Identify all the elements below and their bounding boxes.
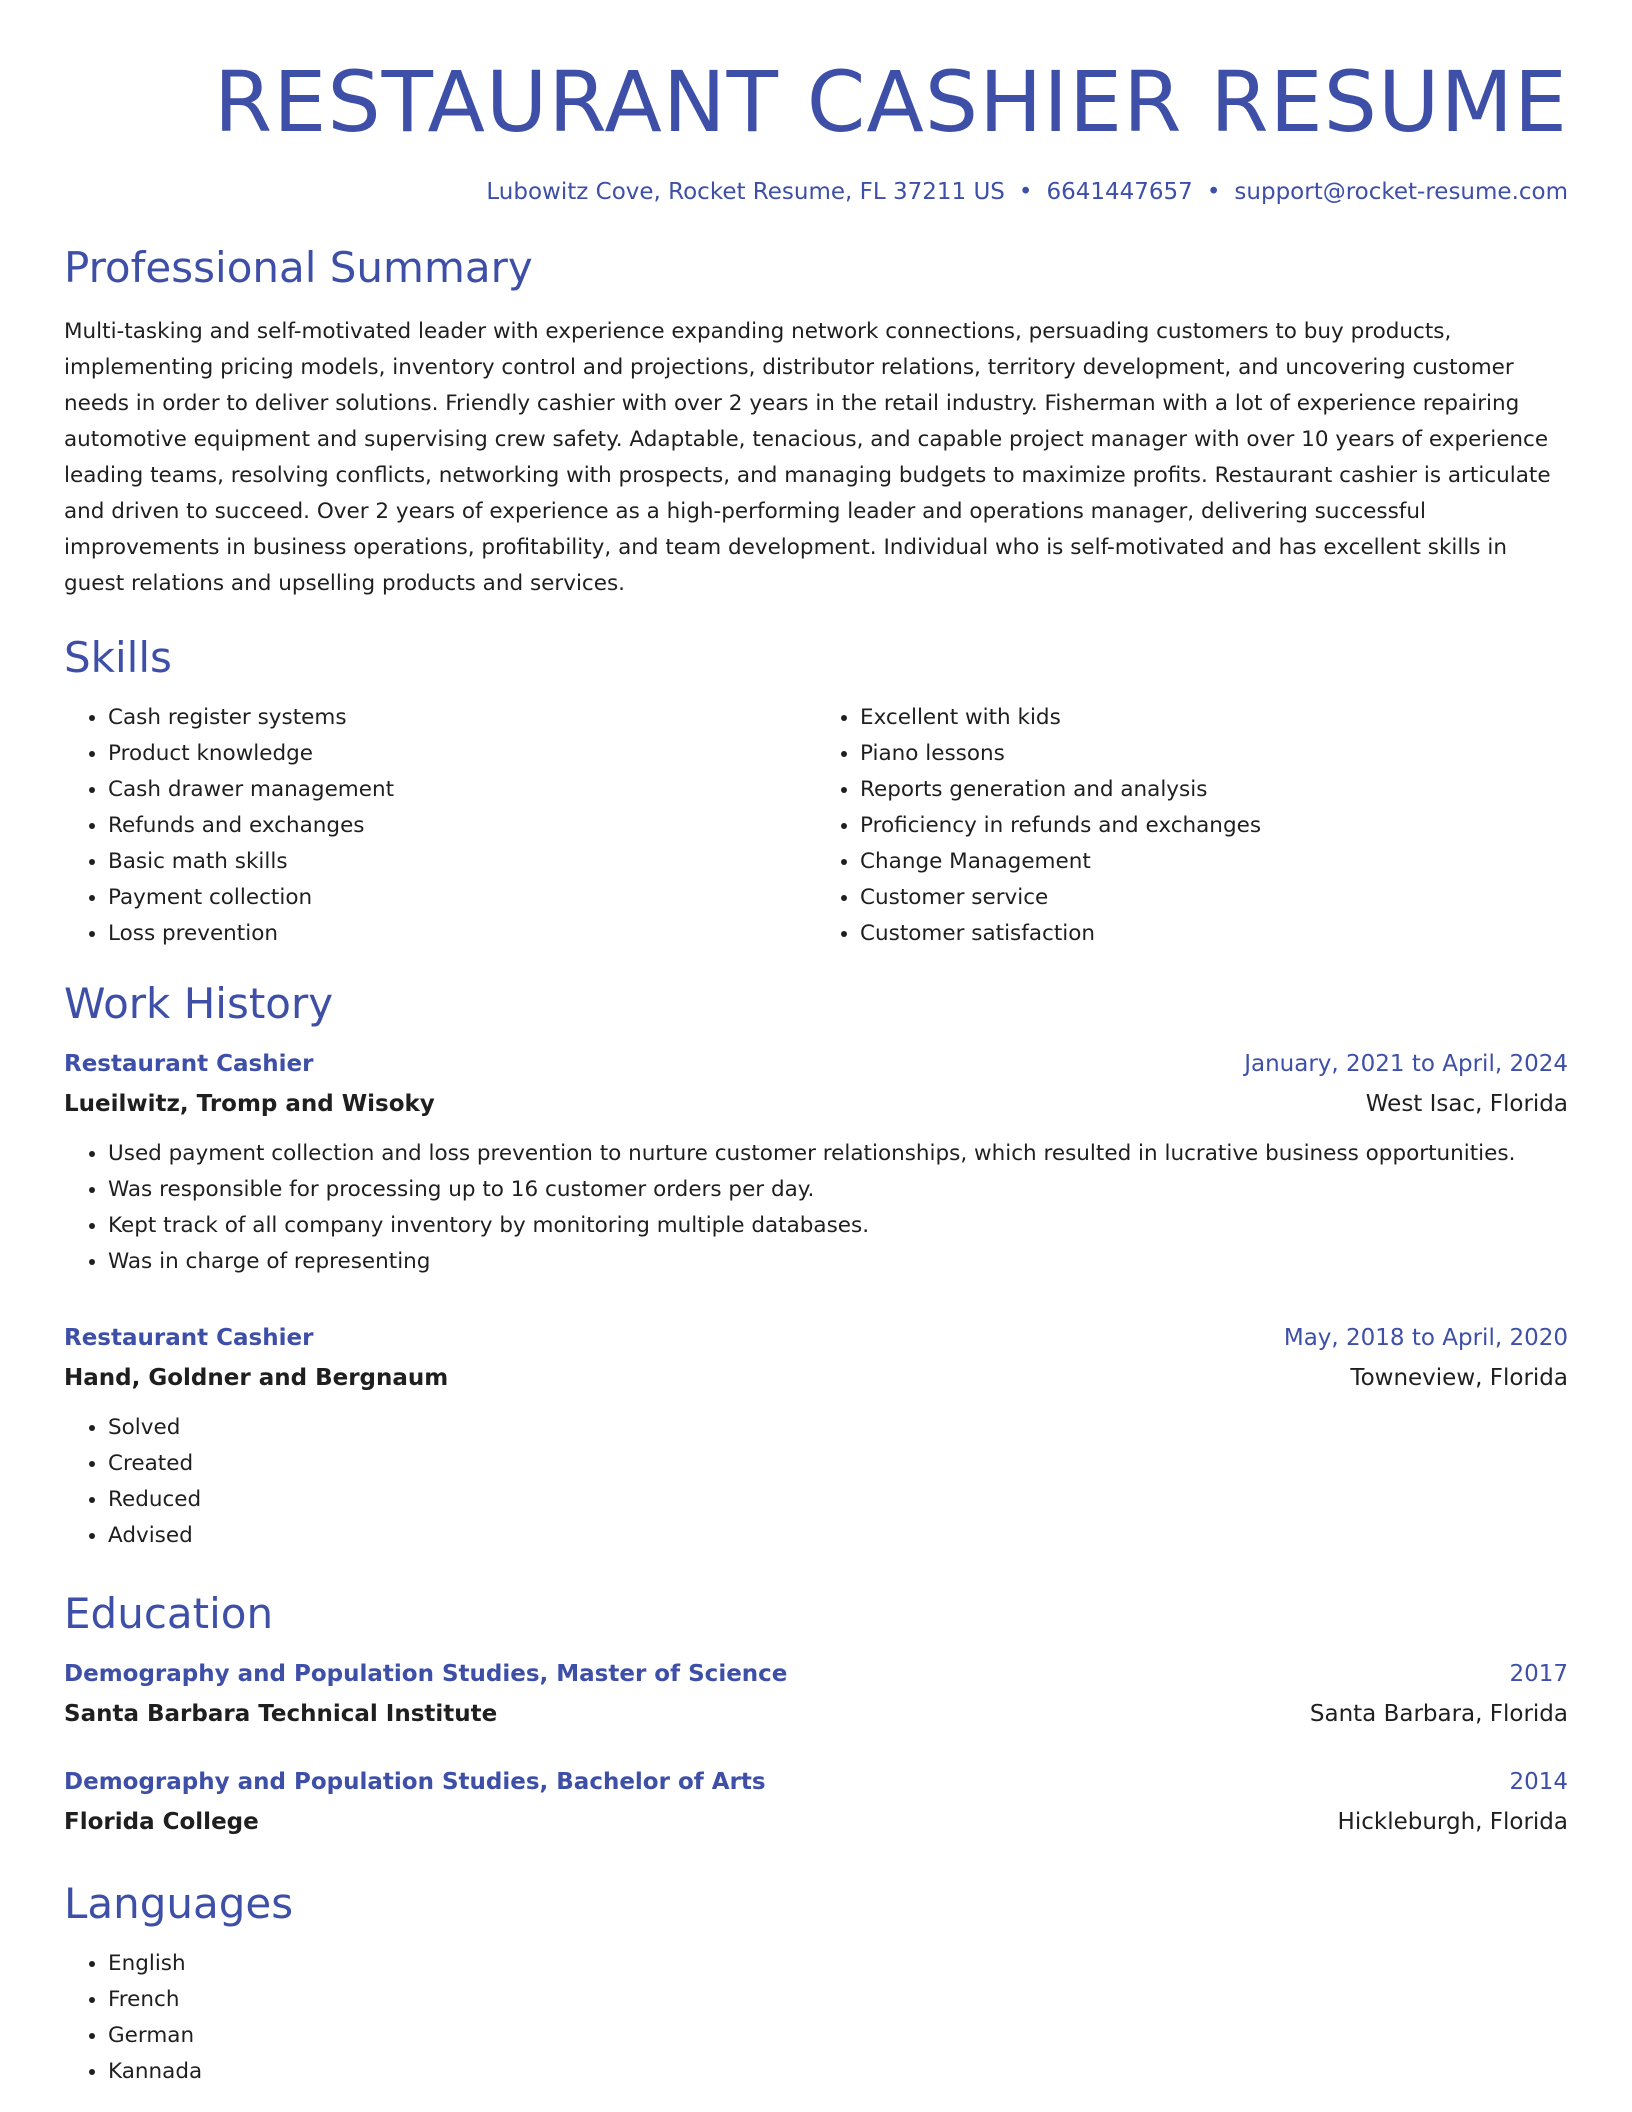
language-item: • English <box>108 1946 1568 1982</box>
contact-separator: • <box>1206 179 1221 205</box>
skill-item: • Excellent with kids <box>860 700 1568 736</box>
education-location: Santa Barbara, Florida <box>1309 1701 1568 1727</box>
language-item: • French <box>108 1982 1568 2018</box>
job-bullet: • Was responsible for processing up to 16 customer orders per day. <box>108 1172 1568 1208</box>
skill-item: • Cash drawer management <box>108 772 816 808</box>
job-bullets <box>64 1410 1568 1554</box>
contact-separator: • <box>1018 179 1033 205</box>
job-location: West Isac, Florida <box>1365 1091 1568 1117</box>
education-degree-row <box>64 1762 1568 1802</box>
skill-item: • Reports generation and analysis <box>860 772 1568 808</box>
education-degree: Demography and Population Studies, Master of Science <box>64 1661 788 1687</box>
skill-item: • Loss prevention <box>108 916 816 952</box>
job-bullet: • Solved <box>108 1410 1568 1446</box>
education-degree: Demography and Population Studies, Bachelor of Arts <box>64 1769 766 1795</box>
education-degree-row <box>64 1654 1568 1694</box>
language-item: • German <box>108 2018 1568 2054</box>
skills-column-right <box>816 700 1568 952</box>
skill-item: • Piano lessons <box>860 736 1568 772</box>
education-location: Hickleburgh, Florida <box>1337 1809 1568 1835</box>
contact-address: Lubowitz Cove, Rocket Resume, FL 37211 US <box>486 179 1005 205</box>
skill-item: • Refunds and exchanges <box>108 808 816 844</box>
languages-list <box>64 1946 1568 2090</box>
job-company-row <box>64 1358 1568 1398</box>
contact-line <box>64 176 1568 208</box>
education-entry <box>64 1654 1568 1734</box>
skill-item: • Basic math skills <box>108 844 816 880</box>
skills-column-left <box>64 700 816 952</box>
job-header-row <box>64 1044 1568 1084</box>
job-bullet: • Advised <box>108 1518 1568 1554</box>
job-location: Towneview, Florida <box>1350 1365 1568 1391</box>
summary-text: Multi-tasking and self-motivated leader with experience expanding network connections, persuading customers to buy products, implementing pricing models, inventory control and projections, distributor relations, territory development, and uncovering customer needs in order to deliver solutions. Friendly cashier with over 2 years in the retail industry. Fisherman with a lot of experience repairing automotive equipment and supervising crew safety. Adaptable, tenacious, and capable project manager with over 10 years of experience leading teams, resolving conflicts, networking with prospects, and managing budgets to maximize profits. Restaurant cashier is articulate and driven to succeed. Over 2 years of experience as a high-performing leader and operations manager, delivering successful improvements in business operations, profitability, and team development. Individual who is self-motivated and has excellent skills in guest relations and upselling products and services. <box>64 319 1551 596</box>
language-item: • Kannada <box>108 2054 1568 2090</box>
education-year: 2017 <box>1509 1661 1568 1687</box>
education-heading: Education <box>64 1589 274 1638</box>
education-school: Santa Barbara Technical Institute <box>64 1701 498 1727</box>
resume-title: RESTAURANT CASHIER RESUME <box>213 53 1568 151</box>
contact-phone: 6641447657 <box>1046 179 1193 205</box>
job-header-row <box>64 1318 1568 1358</box>
skill-item: • Customer service <box>860 880 1568 916</box>
education-school: Florida College <box>64 1809 259 1835</box>
job-bullet: • Was in charge of representing <box>108 1244 1568 1280</box>
resume-header <box>64 0 1568 208</box>
job-company: Lueilwitz, Tromp and Wisoky <box>64 1091 435 1117</box>
languages-heading: Languages <box>64 1879 294 1928</box>
education-school-row <box>64 1694 1568 1734</box>
job-company-row <box>64 1084 1568 1124</box>
skill-item: • Proficiency in refunds and exchanges <box>860 808 1568 844</box>
job-bullet: • Kept track of all company inventory by monitoring multiple databases. <box>108 1208 1568 1244</box>
skill-item: • Customer satisfaction <box>860 916 1568 952</box>
skills-heading: Skills <box>64 633 172 682</box>
job-entry <box>64 1044 1568 1280</box>
work-history-heading: Work History <box>64 979 334 1028</box>
resume-page <box>64 0 1568 2090</box>
job-dates: January, 2021 to April, 2024 <box>1244 1051 1568 1077</box>
job-bullet: • Created <box>108 1446 1568 1482</box>
job-bullet: • Used payment collection and loss prevention to nurture customer relationships, which resulted in lucrative business opportunities. <box>108 1136 1568 1172</box>
job-title: Restaurant Cashier <box>64 1325 314 1351</box>
education-entry <box>64 1762 1568 1842</box>
job-bullet: • Reduced <box>108 1482 1568 1518</box>
job-bullets <box>64 1136 1568 1280</box>
job-entry <box>64 1318 1568 1554</box>
summary-heading: Professional Summary <box>64 243 533 292</box>
job-company: Hand, Goldner and Bergnaum <box>64 1365 449 1391</box>
job-title: Restaurant Cashier <box>64 1051 314 1077</box>
skill-item: • Payment collection <box>108 880 816 916</box>
skill-item: • Cash register systems <box>108 700 816 736</box>
skill-item: • Product knowledge <box>108 736 816 772</box>
job-dates: May, 2018 to April, 2020 <box>1283 1325 1568 1351</box>
contact-email[interactable]: support@rocket-resume.com <box>1234 179 1568 205</box>
education-school-row <box>64 1802 1568 1842</box>
skill-item: • Change Management <box>860 844 1568 880</box>
education-year: 2014 <box>1509 1769 1568 1795</box>
skills-list <box>64 700 1568 952</box>
